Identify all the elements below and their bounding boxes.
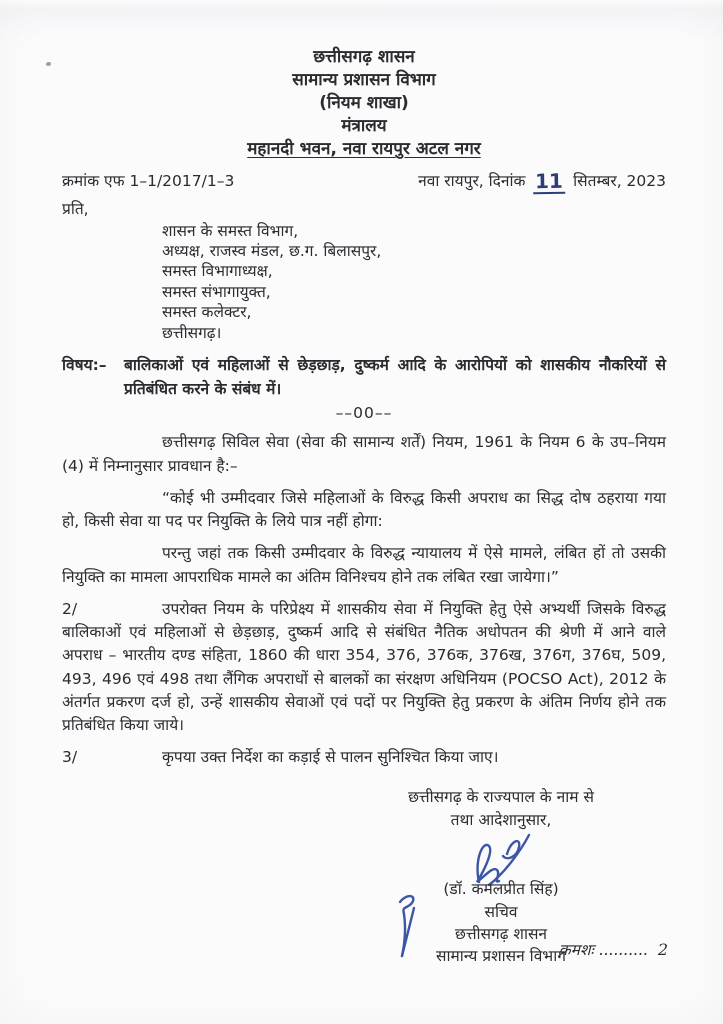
date-rest: सितम्बर, 2023 (573, 171, 666, 190)
para-2-number: 2/ (62, 599, 78, 618)
signoff-line-1: छत्तीसगढ़ के राज्यपाल के नाम से (408, 787, 594, 806)
quote-provision-1: “कोई भी उम्मीदवार जिसे महिलाओं के विरुद्ध किसी अपराध का सिद्ध दोष ठहराया गया हो, किसी सेवा या पद पर नियुक्ति के लिये पात्र नहीं होगा: (62, 488, 666, 531)
subject-label: विषय:– (62, 356, 107, 375)
signer-name: (डॉ. कमलप्रीत सिंह) (443, 880, 559, 899)
para-3-number: 3/ (62, 748, 78, 767)
para-3 (62, 746, 666, 769)
signer-designation: सचिव (484, 902, 518, 921)
addressee-item: छत्तीसगढ़। (162, 323, 222, 342)
subject-row (62, 353, 666, 401)
para-rule-intro: छत्तीसगढ़ सिविल सेवा (सेवा की सामान्य शर्तें) नियम, 1961 के नियम 6 के उप–नियम (4) में निम्नानुसार प्रावधान है:– (62, 433, 666, 475)
next-page-number: 2 (657, 940, 668, 959)
subject-text: बालिकाओं एवं महिलाओं से छेड़छाड़, दुष्कर्म आदि के आरोपियों को शासकीय नौकरियों से प्रतिबंधित करने के संबंध में। (124, 356, 666, 399)
org-name: छत्तीसगढ़ शासन (313, 47, 415, 67)
addressee-item: समस्त कलेक्टर, (162, 303, 252, 322)
para-3-text: कृपया उक्त निर्देश का कड़ाई से पालन सुनिश्चित किया जाए। (162, 748, 499, 767)
signer-department: सामान्य प्रशासन विभाग (436, 947, 566, 966)
place-date-line (418, 169, 666, 192)
reference-number: क्रमांक एफ 1–1/2017/1–3 (62, 171, 235, 190)
signer-org: छत्तीसगढ़ शासन (454, 924, 548, 943)
para-2-text: उपरोक्त नियम के परिप्रेक्ष्य में शासकीय सेवा में नियुक्ति हेतु ऐसे अभ्यर्थी जिसके विरुद्ध बालिकाओं एवं महिलाओं से छेड़छाड़, दुष्कर्म आदि से संबंधित नैतिक अधोपतन की श्रेणी में आने वाले अपराध – भारतीय दण्ड संहिता, 1860 की धारा 354, 376, 376क, 376ख, 376ग, 376घ, 509, 493, 496 एवं 498 तथा लैंगिक अपराधों से बालकों का संरक्षण अधिनियम (POCSO Act), 2012 के अंतर्गत प्रकरण दर्ज हो, उन्हें शासकीय सेवाओं एवं पदों पर नियुक्ति हेतु प्रकरण के अंतिम निर्णय होने तक प्रतिबंधित किया जाये। (62, 599, 666, 735)
signature-flourish-ink (392, 890, 426, 958)
reference-row (62, 169, 666, 192)
ministry-name: मंत्रालय (341, 116, 387, 137)
addressee-item: समस्त संभागायुक्त, (162, 282, 271, 301)
salutation-prati: प्रति, (62, 199, 89, 218)
scan-speck (46, 62, 51, 66)
footer-row (559, 938, 668, 960)
signoff-line-2: तथा आदेशानुसार, (450, 810, 552, 829)
handwritten-date: 11 (533, 170, 565, 194)
separator: ––00–– (335, 404, 393, 423)
signoff-block (336, 786, 666, 833)
letterhead (62, 46, 666, 162)
address-line: महानदी भवन, नवा रायपुर अटल नगर (247, 139, 481, 160)
addressee-item: अध्यक्ष, राजस्व मंडल, छ.ग. बिलासपुर, (162, 242, 382, 260)
continuation-label: क्रमशः .......... (558, 941, 648, 959)
place-date-prefix: नवा रायपुर, दिनांक (418, 171, 526, 190)
para-2 (62, 598, 666, 738)
branch-name: (नियम शाखा) (319, 93, 409, 114)
department-name: सामान्य प्रशासन विभाग (292, 70, 436, 91)
addressee-item: शासन के समस्त विभाग, (162, 221, 299, 240)
addressee-item: समस्त विभागाध्यक्ष, (162, 262, 273, 281)
quote-provision-2: परन्तु जहां तक किसी उम्मीदवार के विरुद्ध न्यायालय में ऐसे मामले, लंबित हों तो उसकी नियुक्ति का मामला आपराधिक मामले का अंतिम विनिश्चय होने तक लंबित रखा जायेगा।” (62, 544, 666, 586)
addressee-list (162, 221, 666, 344)
